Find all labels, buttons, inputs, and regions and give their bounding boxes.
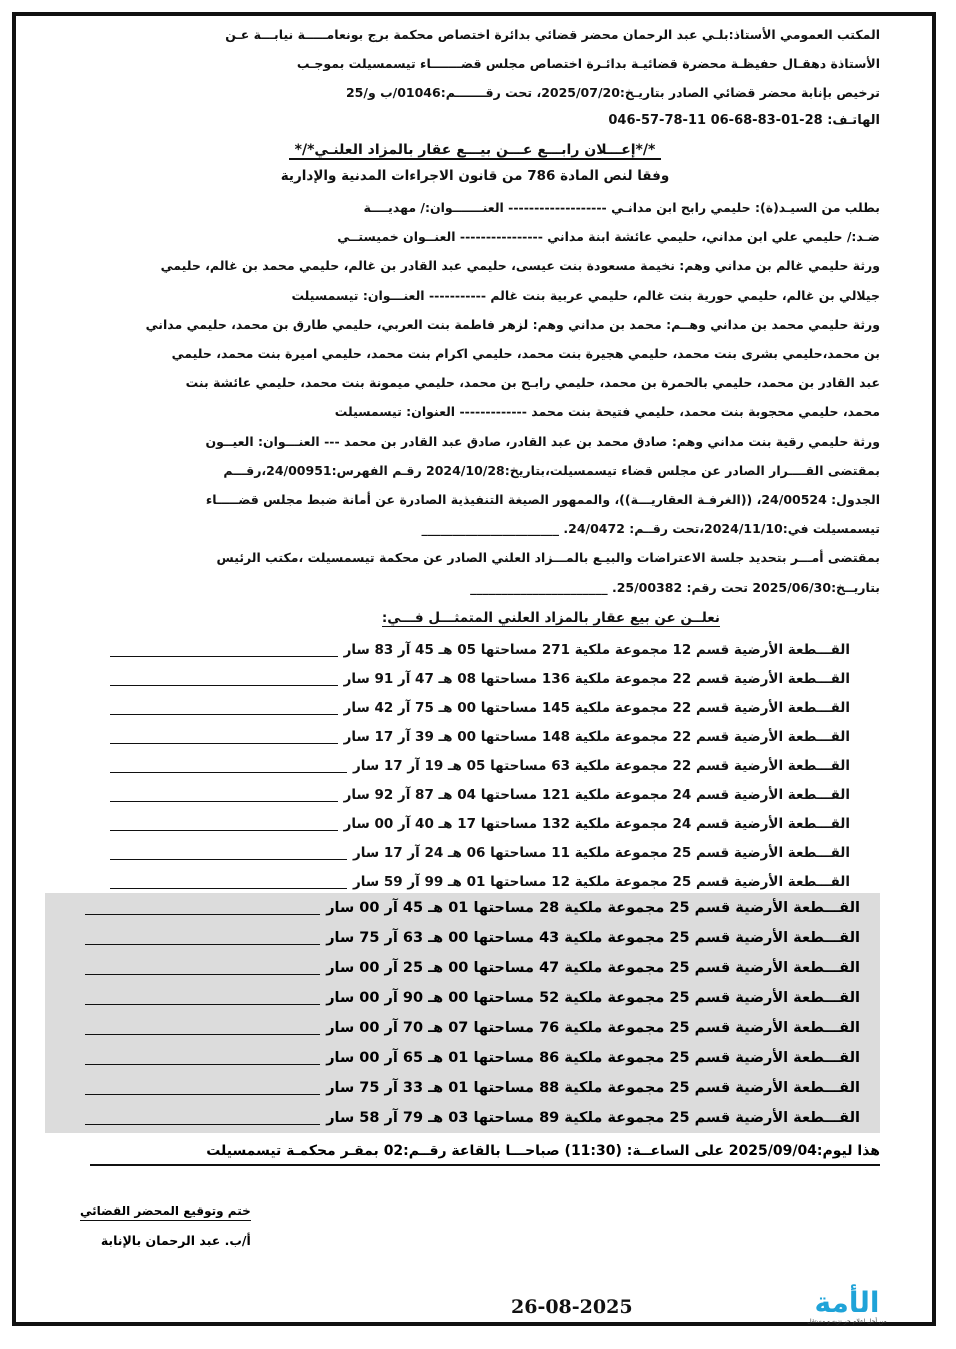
parcel-item: القـــطعة الأرضية قسم 24 مجموعة ملكية 132 مساحتها 17 هـ 40 آر 00 سار <box>70 810 850 839</box>
parcel-item: القـــطعة الأرضية قسم 25 مجموعة ملكية 89 مساحتها 03 هـ 79 آر 58 سار <box>45 1103 860 1133</box>
notice-title: */*إعـــلان رابـــع عـــن بيـــع عقار بالمزاد العلنـي*/* <box>70 137 880 163</box>
phone-line <box>70 107 880 135</box>
notice-body <box>70 193 880 602</box>
parcel-item: القـــطعة الأرضية قسم 22 مجموعة ملكية 136 مساحتها 08 هـ 47 آر 91 سار <box>70 665 850 694</box>
parcel-item: القـــطعة الأرضية قسم 25 مجموعة ملكية 28 مساحتها 01 هـ 45 آر 00 سار <box>45 893 860 923</box>
notice-subtitle: وفقا لنص المادة 786 من قانون الاجراءات المدنية والإدارية <box>280 168 670 184</box>
parcel-item: القـــطعة الأرضية قسم 24 مجموعة ملكية 121 مساحتها 04 هـ 87 آر 92 سار <box>70 781 850 810</box>
parcel-item: القـــطعة الأرضية قسم 25 مجموعة ملكية 52 مساحتها 00 هـ 90 آر 00 سار <box>45 983 860 1013</box>
parcel-list-a <box>70 636 850 897</box>
header-line-1: المكتب العمومي الأستاذ:بلـي عبد الرحمان محضر قضائي بدائرة اختصاص محكمة برج بونعامـــــة نيابـــة عـن <box>225 27 880 42</box>
header-line-2: الأستاذة دهقـال حفيظـة محضرة قضائيـة بدائـرة اختصاص مجلس قضـــــــاء تيسمسيلت بموجـب <box>296 56 880 71</box>
body-line: بتاريــخ:2025/06/30 تحت رقم: 25/00382. ______________________ <box>470 579 880 595</box>
body-line: بن محمد،حليمي بشرى بنت محمد، حليمي هجيرة بنت محمد، حليمي اكرام بنت محمد، حليمي اميرة بنت محمد، حليمي <box>171 346 880 362</box>
parcel-item: القـــطعة الأرضية قسم 22 مجموعة ملكية 145 مساحتها 00 هـ 75 آر 42 سار <box>70 694 850 723</box>
body-line: ورثة حليمي محمد بن مداني وهــم: محمد بن مداني وهم: لزهر فاطمة بنت العربي، حليمي طارق بن محمد، حليمي مداني <box>145 316 880 332</box>
parcel-item: القـــطعة الأرضية قسم 25 مجموعة ملكية 76 مساحتها 07 هـ 70 آر 00 سار <box>45 1013 860 1043</box>
session-line: هذا ليوم:2025/09/04 على الساعــة: (11:30) صباحـــا بالقاعة رقــم:02 بمقـر محكمـة تيسمسيلت <box>90 1138 880 1166</box>
parcel-item: القـــطعة الأرضية قسم 25 مجموعة ملكية 12 مساحتها 01 هـ 99 آر 59 سار <box>70 868 850 897</box>
signature-block <box>80 1200 251 1248</box>
newspaper-logo <box>782 1288 912 1324</box>
body-line: تيسمسيلت في:2024/11/10،تحت رقــم: 24/0472. ______________________ <box>421 521 880 537</box>
parcel-item: القـــطعة الأرضية قسم 12 مجموعة ملكية 271 مساحتها 05 هـ 45 آر 83 سار <box>70 636 850 665</box>
phone-numbers: 28-01-83-68-06 11-78-57-046 <box>608 113 823 128</box>
announcement: نعلــن عن بيع عقار بالمزاد العلني المتمثـــل فـــي: <box>381 609 720 626</box>
body-line: بمقتضى القــــرار الصادر عن مجلس قضاء تيسمسيلت،بتاريخ:2024/10/28 رقـم الفهرس:24/00951،رقـــم <box>223 462 880 478</box>
parcel-item: القـــطعة الأرضية قسم 22 مجموعة ملكية 63 مساحتها 05 هـ 19 آر 17 سار <box>70 752 850 781</box>
legal-notice <box>70 20 880 897</box>
parcel-item: القـــطعة الأرضية قسم 25 مجموعة ملكية 47 مساحتها 00 هـ 25 آر 00 سار <box>45 953 860 983</box>
parcel-item: القـــطعة الأرضية قسم 25 مجموعة ملكية 88 مساحتها 01 هـ 33 آر 75 سار <box>45 1073 860 1103</box>
body-line: ورثة حليمي رقية بنت مداني وهم: صادق محمد بن عبد القادر، صادق عبد القادر بن محمد --- العنـــوان: العيــون <box>205 433 880 449</box>
publication-date: 26-08-2025 <box>505 1296 639 1318</box>
parcel-item: القـــطعة الأرضية قسم 25 مجموعة ملكية 43 مساحتها 00 هـ 63 آر 75 سار <box>45 923 860 953</box>
logo-tagline: من أجل اعلام حر نزيه و مستقل <box>807 1318 887 1325</box>
signature-title: ختم وتوقيع المحضر القضائي <box>80 1204 251 1221</box>
body-line: عبد القادر بن محمد، حليمي بالحمرة بن محمد، حليمي رابـح بن محمد، حليمي ميمونة بنت محمد، حليمي عائشة بنت <box>185 375 880 391</box>
parcel-item: القـــطعة الأرضية قسم 22 مجموعة ملكية 148 مساحتها 00 هـ 39 آر 17 سار <box>70 723 850 752</box>
body-line: ورثة حليمي غالم بن مداني وهم: نخيمة مسعودة بنت عيسى، حليمي عبد القادر بن غالم، حليمي محمد بن غالم، حليمي <box>160 258 880 274</box>
header-line-3: ترخيص بإنابة محضر قضائي الصادر بتاريـخ:2025/07/20، تحت رقـــــــم:01046/ب و/25 <box>345 85 880 100</box>
body-line: بطلب من السيـد(ة): حليمي رابح ابن مدانـي ------------------- العنـــــــوان:/ مهديــــة <box>363 200 880 215</box>
parcel-list-b <box>45 893 880 1133</box>
parcel-item: القـــطعة الأرضية قسم 25 مجموعة ملكية 11 مساحتها 06 هـ 24 آر 17 سار <box>70 839 850 868</box>
body-line: جيلالي بن غالم، حليمي حورية بنت غالم، حليمي عربية بنت غالم ----------- العنـــوان: تيسمسيلت <box>291 287 880 303</box>
body-line: محمد، حليمي محجوبة بنت محمد، حليمي فتيحة بنت محمد ------------- العنوان: تيسمسيلت <box>334 404 880 420</box>
phone-label: الهاتـف: <box>827 113 880 128</box>
body-line: بمقتضى أمـــر بتحديد جلسة الاعتراضات والبيـع بالمـــزاد العلني الصادر عن محكمة تيسمسيلت ،مكتب الرئيس <box>216 550 880 566</box>
parcel-item: القـــطعة الأرضية قسم 25 مجموعة ملكية 86 مساحتها 01 هـ 65 آر 00 سار <box>45 1043 860 1073</box>
body-line: الجدول: 24/00524، ((الغرفـة العقاريـــة))، والممهور الصيغة التنفيذية الصادرة عن أمانة ضبط مجلس قضـــــاء <box>205 492 880 508</box>
signature-name: أ/ب. عبد الرحمان بالإنابة <box>100 1233 251 1248</box>
logo-name: الأمة <box>814 1286 880 1319</box>
body-line: ضـد:/ حليمي علي ابن مداني، حليمي عائشة ابنة مداني ---------------- العنــوان خميستــي <box>337 229 880 245</box>
